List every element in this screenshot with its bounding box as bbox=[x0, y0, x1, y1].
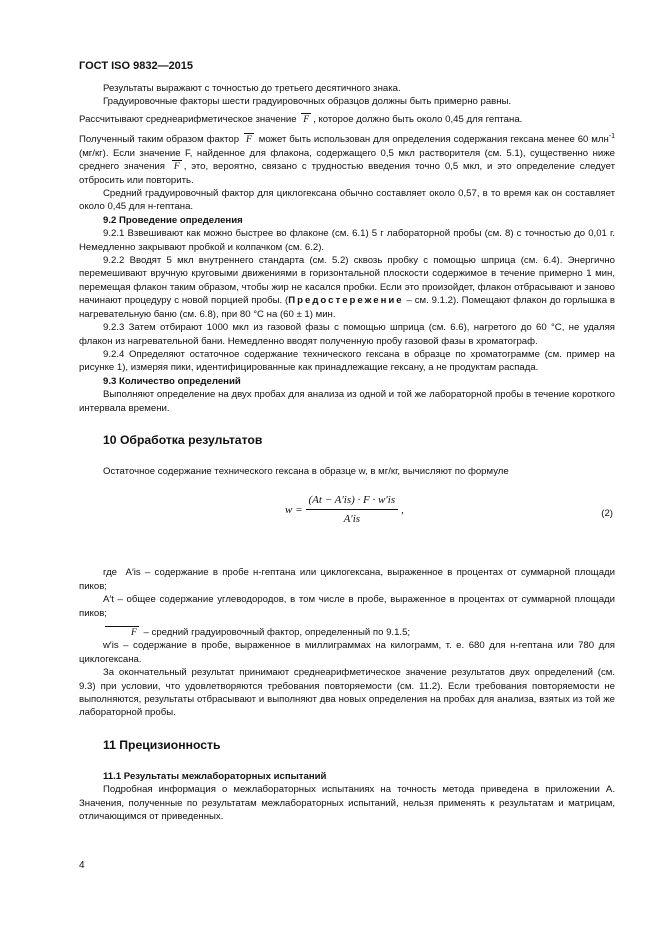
paragraph: 9.2.4 Определяют остаточное содержание технического гексана в образце по хроматограмме (см. пример на рисунке 1), измеряя пики, идентифицированные как принадлежащие гексану, а не продуктам распада. bbox=[79, 348, 615, 374]
formula-denominator: A′is bbox=[343, 513, 361, 526]
f-bar-symbol: F bbox=[303, 113, 310, 125]
paragraph: Градуировочные факторы шести градуировочных образцов должны быть примерно равны. bbox=[103, 96, 512, 108]
equation-number: (2) bbox=[601, 508, 613, 520]
paragraph: Полученный таким образом фактор F может быть использован для определения содержания гексана менее 60 млн$^{-1}$ (мг/кг). Если значение F, найденное для флакона, содержащего 0,5 мкл растворителя (см. 5.1), существенно ниже среднего значения F , это, вероятно, связано с трудностью введения точно 0,5 мкл, и это определение следует отбросить или повторить. bbox=[79, 133, 615, 186]
paragraph: Результаты выражают с точностью до третьего десятичного знака. bbox=[103, 83, 401, 94]
f-bar-symbol: F bbox=[173, 161, 180, 173]
paragraph: Остаточное содержание технического гексана в образце w, в мг/кг, вычисляют по формуле bbox=[103, 465, 509, 477]
section-heading-11: 11 Прецизионность bbox=[103, 737, 221, 752]
warning-label: Предостережение bbox=[288, 295, 404, 307]
standard-header: ГОСТ ISO 9832—2015 bbox=[79, 60, 194, 72]
paragraph: 9.2.3 Затем отбирают 1000 мкл из газовой фазы с помощью шприца (см. 6.6), нагретого до 60 °С, не удаляя флакон из нагревательной бани. Немедленно вводят полученную пробу газовой фазы в хроматограф. bbox=[79, 322, 615, 347]
formula-numerator: (At − A′is) · F · w′is bbox=[306, 494, 399, 510]
paragraph: За окончательный результат принимают среднеарифметическое значение результатов двух определений (см. 9.3) при условии, что удовлетворяются требования повторяемости (см. 11.2). Если требования повторяемости не выполняются, результаты отбрасывают и выполняют два новых определения на пробах для анализа, взятых из той же лабораторной пробы. bbox=[79, 667, 615, 719]
f-bar-symbol: F bbox=[245, 134, 252, 146]
section-heading-11-1: 11.1 Результаты межлабораторных испытаний bbox=[103, 770, 327, 782]
definition-item: w′is – содержание в пробе, выраженное в миллиграммах на килограмм, т. е. 680 для н-гептана или 780 для циклогексана. bbox=[79, 640, 615, 665]
paragraph: Рассчитывают среднеарифметическое значение F , которое должно быть около 0,45 для гептана. bbox=[79, 113, 523, 125]
document-page bbox=[79, 60, 615, 823]
section-heading-9-3: 9.3 Количество определений bbox=[103, 375, 241, 387]
formula-block bbox=[79, 492, 615, 550]
paragraph: 9.2.1 Взвешивают как можно быстрее во флаконе (см. 6.1) 5 г лабораторной пробы (см. 8) с точностью до 0,01 г. Немедленно закрывают пробкой и колпачком (см. 6.2). bbox=[79, 228, 615, 253]
section-heading-9-2: 9.2 Проведение определения bbox=[103, 214, 243, 226]
f-bar-symbol: F bbox=[105, 626, 139, 638]
page-number: 4 bbox=[79, 860, 85, 871]
section-heading-10: 10 Обработка результатов bbox=[103, 432, 263, 447]
paragraph: Подробная информация о межлабораторных испытаниях на точность метода приведена в приложении А. Значения, полученные по результатам межлабораторных испытаний, нельзя применять к результатам и матрицам, отличающимся от приведенных. bbox=[79, 784, 615, 823]
formula-fraction bbox=[306, 494, 399, 525]
formula: w = $\frac{(At - A'is) \cdot F \cdot w'is}{A'is}$ , bbox=[285, 494, 404, 526]
paragraph: 9.2.2 Вводят 5 мкл внутреннего стандарта (см. 5.2) сквозь пробку с помощью шприца (см. 6.4). Энергично перемешивают вручную круговыми движениями в горизонтальной плоскости содержимое в течение примерно 1 мин, перемещая флакон таким образом, чтобы жир не касался пробки. Если это произойдет, флакон отбрасывают и заново начинают процедуру с новой порцией пробы. (Предостережение – см. 9.1.2). Помещают флакон до горлышка в нагревательную баню (см. 6.8), при 80 °С на (60 ± 1) мин. bbox=[79, 255, 615, 320]
definition-item: где A′is – содержание в пробе н-гептана или циклогексана, выраженное в процентах от суммарной площади пиков; bbox=[79, 567, 615, 592]
paragraph: Средний градуировочный фактор для циклогексана обычно составляет около 0,57, в то время как он составляет около 0,45 для н-гептана. bbox=[79, 188, 615, 213]
definition-item: A′t – общее содержание углеводородов, в том числе в пробе, выраженное в процентах от суммарной площади пиков; bbox=[79, 594, 615, 619]
paragraph: Выполняют определение на двух пробах для анализа из одной и той же лабораторной пробы в течение короткого интервала времени. bbox=[79, 389, 615, 414]
definition-item: F – средний градуировочный фактор, определенный по 9.1.5; bbox=[79, 626, 615, 639]
